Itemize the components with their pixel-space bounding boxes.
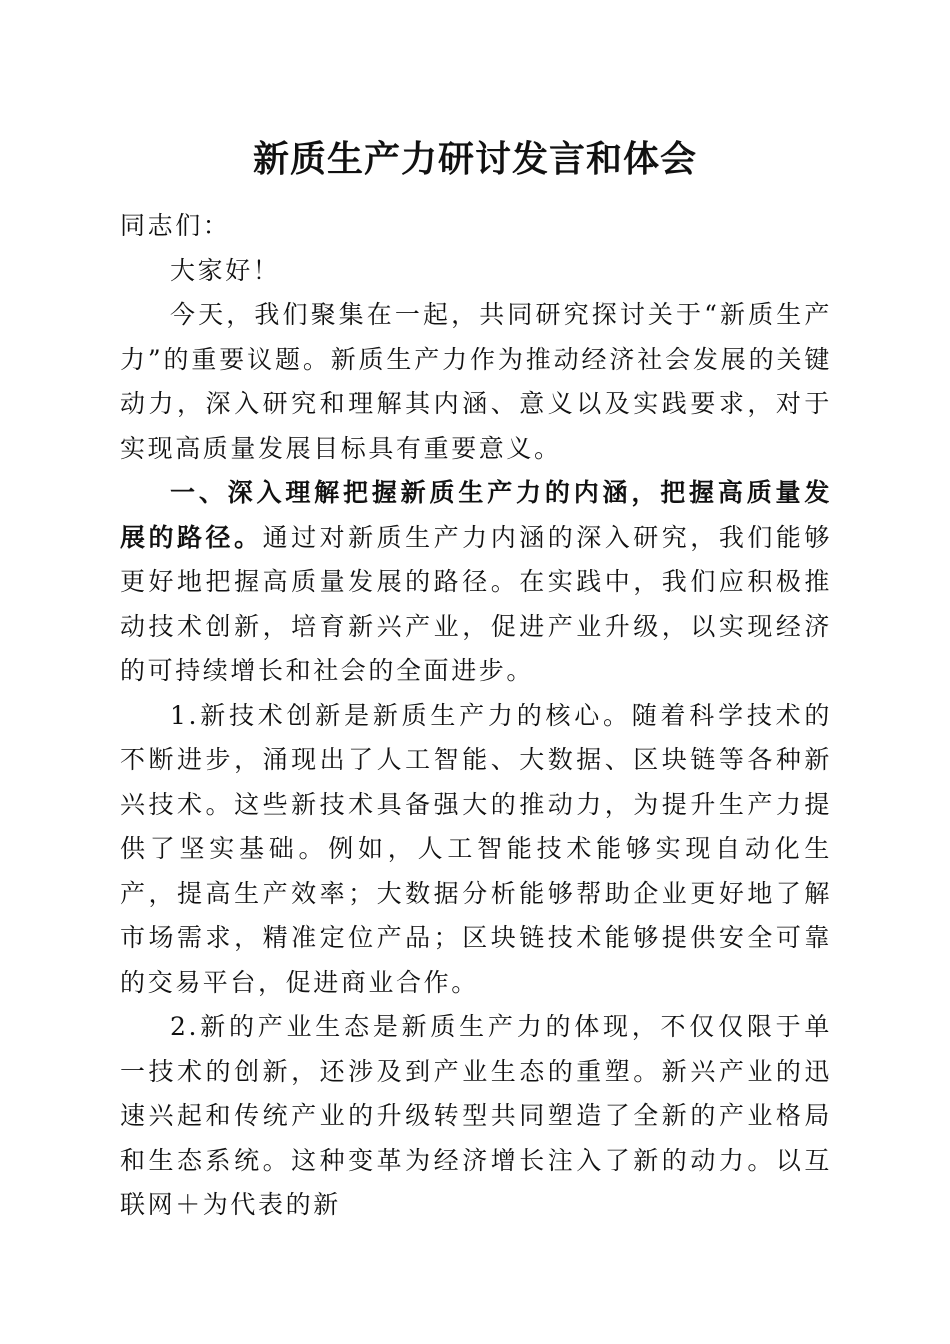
document-title: 新质生产力研讨发言和体会 bbox=[252, 138, 697, 180]
document-body bbox=[120, 204, 832, 1228]
point-1-paragraph: 1.新技术创新是新质生产力的核心。随着科学技术的不断进步，涌现出了人工智能、大数据、区块链等各种新兴技术。这些新技术具备强大的推动力，为提升生产力提供了坚实基础。例如，人工智能技术能够实现自动化生产，提高生产效率；大数据分析能够帮助企业更好地了解市场需求，精准定位产品；区块链技术能够提供安全可靠的交易平台，促进商业合作。 bbox=[120, 700, 832, 997]
section-1-heading: 一、深入理解把握新质生产力的内涵，把握高质量发展的路径。 bbox=[120, 478, 832, 552]
salutation: 同志们： bbox=[120, 211, 231, 240]
intro-paragraph: 今天，我们聚集在一起，共同研究探讨关于“新质生产力”的重要议题。新质生产力作为推动经济社会发展的关键动力，深入研究和理解其内涵、意义以及实践要求，对于实现高质量发展目标具有重要意义。 bbox=[120, 300, 832, 463]
section-1-text: 通过对新质生产力内涵的深入研究，我们能够更好地把握高质量发展的路径。在实践中，我们应积极推动技术创新，培育新兴产业，促进产业升级，以实现经济的可持续增长和社会的全面进步。 bbox=[120, 522, 832, 685]
section-1-paragraph bbox=[120, 471, 832, 694]
greeting: 大家好！ bbox=[170, 255, 281, 285]
point-2-paragraph: 2.新的产业生态是新质生产力的体现，不仅仅限于单一技术的创新，还涉及到产业生态的重塑。新兴产业的迅速兴起和传统产业的升级转型共同塑造了全新的产业格局和生态系统。这种变革为经济增长注入了新的动力。以互联网＋为代表的新 bbox=[120, 1012, 832, 1219]
